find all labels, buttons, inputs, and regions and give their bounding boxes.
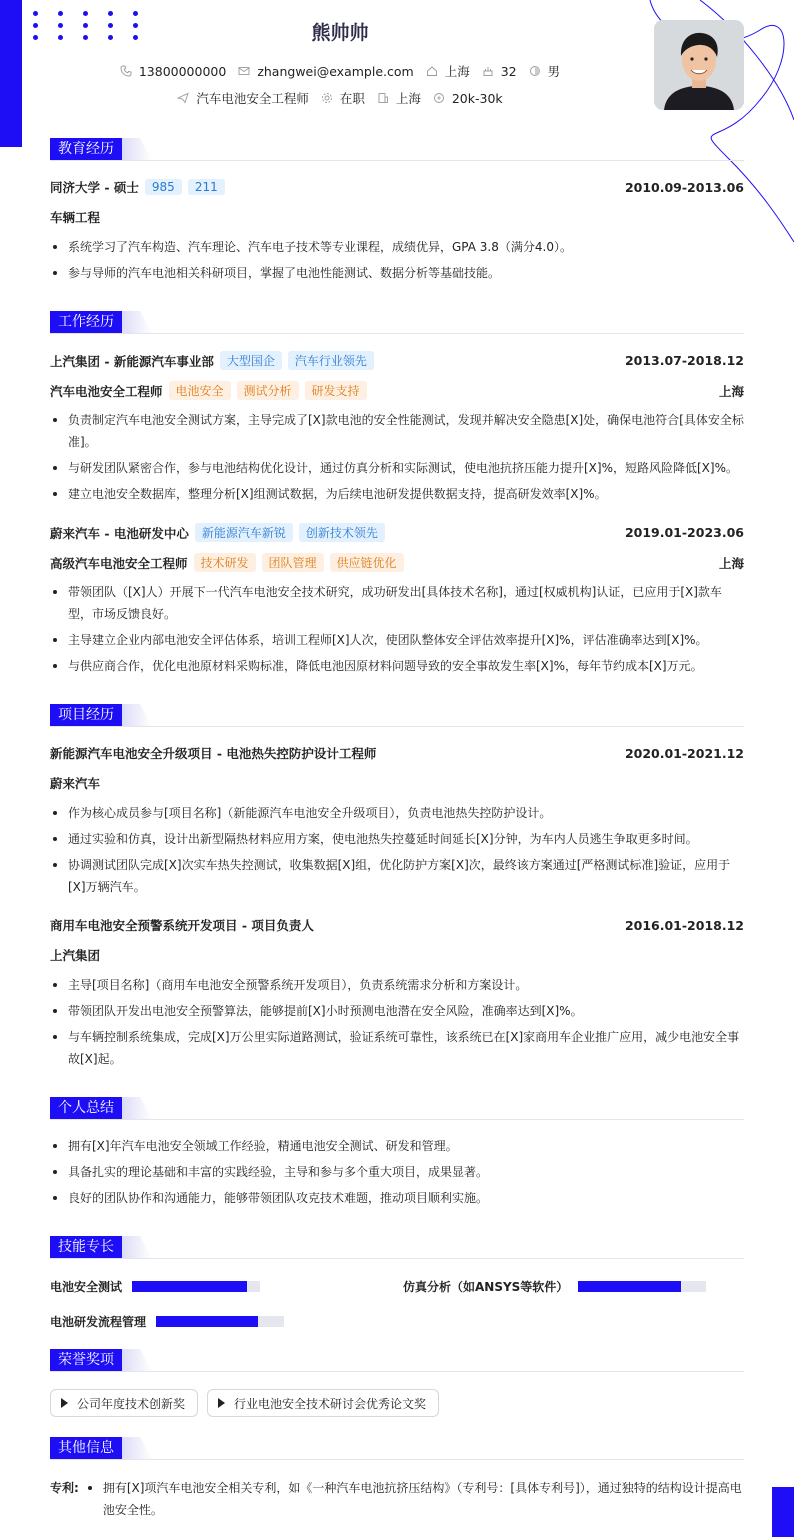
status-text: 在职 <box>339 91 365 106</box>
job-tag: 团队管理 <box>262 553 324 572</box>
skill-name: 电池研发流程管理 <box>50 1315 147 1329</box>
list-item: 作为核心成员参与[项目名称]（新能源汽车电池安全升级项目），负责电池热失控防护设计。 <box>50 802 744 824</box>
list-item: 负责制定汽车电池安全测试方案，主导完成了[X]款电池的安全性能测试，发现并解决安全隐患[X]处，确保电池符合[具体安全标准]。 <box>50 409 744 453</box>
project-org-row <box>50 774 744 792</box>
play-triangle-icon <box>218 1398 225 1408</box>
title-tail-decoration <box>122 1437 152 1459</box>
status-item <box>321 89 365 107</box>
list-item: 通过实验和仿真，设计出新型隔热材料应用方案，使电池热失控蔓延时间延长[X]分钟，为车内人员逃生争取更多时间。 <box>50 828 744 850</box>
project-org: 上汽集团 <box>50 948 101 963</box>
other-title: 其他信息 <box>50 1437 122 1459</box>
patent-row <box>50 1477 744 1525</box>
age-item <box>482 64 517 79</box>
work-section <box>50 311 744 334</box>
other-section <box>50 1437 744 1460</box>
phone-icon <box>120 65 132 77</box>
project-name: 商用车电池安全预警系统开发项目 - 项目负责人 <box>50 918 314 933</box>
skill-item <box>50 1313 284 1330</box>
list-item: 协调测试团队完成[X]次实车热失控测试，收集数据[X]组，优化防护方案[X]次，最终该方案通过[严格测试标准]验证，应用于[X]万辆汽车。 <box>50 854 744 898</box>
job-title: 汽车电池安全工程师 <box>50 383 163 399</box>
school-name: 同济大学 - 硕士 <box>50 180 139 195</box>
project-period: 2016.01-2018.12 <box>624 917 744 933</box>
projects-header <box>50 704 744 727</box>
contact-row <box>0 62 680 80</box>
list-item: 与车辆控制系统集成，完成[X]万公里实际道路测试，验证系统可靠性，该系统已在[X]家商用车企业推广应用，减少电池安全事故[X]起。 <box>50 1026 744 1070</box>
company-name: 上汽集团 - 新能源汽车事业部 <box>50 353 214 369</box>
award-chip <box>50 1389 198 1417</box>
salary-item <box>433 91 503 106</box>
candidate-name: 熊帅帅 <box>311 22 369 44</box>
patent-list <box>85 1477 744 1525</box>
skill-level-fill <box>132 1281 247 1292</box>
title-tail-decoration <box>122 704 152 726</box>
skill-level-fill <box>578 1281 680 1292</box>
work-title-row <box>50 381 744 400</box>
job-tag: 技术研发 <box>194 553 256 572</box>
work-period: 2019.01-2023.06 <box>624 525 744 540</box>
awards-section <box>50 1349 744 1372</box>
list-item: 良好的团队协作和沟通能力，能够带领团队攻克技术难题，推动项目顺利实施。 <box>50 1187 744 1209</box>
awards-header <box>50 1349 744 1372</box>
company-tag: 创新技术领先 <box>299 523 385 542</box>
title-tail-decoration <box>122 1097 152 1119</box>
salary-text: 20k-30k <box>451 90 503 106</box>
project-period: 2020.01-2021.12 <box>624 745 744 761</box>
mail-icon <box>238 65 250 77</box>
skill-name: 仿真分析（如ANSYS等软件） <box>403 1280 569 1294</box>
money-icon <box>433 92 445 104</box>
education-bullets <box>50 236 744 288</box>
work-title: 工作经历 <box>50 311 122 333</box>
position-item <box>177 89 309 107</box>
title-tail-decoration <box>122 311 152 333</box>
title-tail-decoration <box>122 1349 152 1371</box>
project-name-row <box>50 916 744 934</box>
project-bullets <box>50 802 744 902</box>
work-city-text: 上海 <box>395 91 421 106</box>
home-icon <box>426 65 438 77</box>
title-tail-decoration <box>122 1236 152 1258</box>
phone-item <box>120 64 226 79</box>
education-section <box>50 138 744 161</box>
list-item: 建立电池安全数据库，整理分析[X]组测试数据，为后续电池研发提供数据支持，提高研发效率[X]%。 <box>50 483 744 505</box>
awards-title: 荣誉奖项 <box>50 1349 122 1371</box>
company-tag: 新能源汽车新锐 <box>195 523 293 542</box>
job-location: 上海 <box>718 383 744 399</box>
list-item: 主导[项目名称]（商用车电池安全预警系统开发项目），负责系统需求分析和方案设计。 <box>50 974 744 996</box>
list-item: 具备扎实的理论基础和丰富的实践经验，主导和参与多个重大项目，成果显著。 <box>50 1161 744 1183</box>
settings-icon <box>321 92 333 104</box>
summary-bullets <box>50 1135 744 1213</box>
patent-label: 专利: <box>50 1481 79 1495</box>
education-major-row <box>50 208 744 226</box>
work-city-item <box>377 89 421 107</box>
building-icon <box>377 92 389 104</box>
list-item: 带领团队开发出电池安全预警算法，能够提前[X]小时预测电池潜在安全风险，准确率达到[X]%。 <box>50 1000 744 1022</box>
award-chip <box>207 1389 439 1417</box>
send-icon <box>177 92 189 104</box>
skill-level-bar <box>132 1281 260 1292</box>
summary-section <box>50 1097 744 1120</box>
phone-text: 13800000000 <box>138 63 227 79</box>
job-tag: 供应链优化 <box>330 553 404 572</box>
education-header <box>50 138 744 161</box>
award-name: 公司年度技术创新奖 <box>77 1396 186 1411</box>
city-text: 上海 <box>444 64 470 79</box>
skill-level-bar <box>578 1281 706 1292</box>
skill-item <box>50 1278 260 1295</box>
corner-accent-block <box>772 1487 794 1537</box>
gender-text: 男 <box>547 64 561 79</box>
other-header <box>50 1437 744 1460</box>
list-item: 参与导师的汽车电池相关科研项目，掌握了电池性能测试、数据分析等基础技能。 <box>50 262 744 284</box>
list-item: 与供应商合作，优化电池原材料采购标准，降低电池因原材料问题导致的安全事故发生率[X]%，每年节约成本[X]万元。 <box>50 655 744 677</box>
project-name: 新能源汽车电池安全升级项目 - 电池热失控防护设计工程师 <box>50 746 377 761</box>
work-bullets <box>50 409 744 509</box>
job-location: 上海 <box>718 555 744 571</box>
skill-item <box>403 1278 706 1295</box>
projects-title: 项目经历 <box>50 704 122 726</box>
work-bullets <box>50 581 744 681</box>
position-text: 汽车电池安全工程师 <box>196 91 309 106</box>
project-bullets <box>50 974 744 1074</box>
city-item <box>426 62 470 80</box>
project-name-row <box>50 744 744 762</box>
company-tag: 大型国企 <box>220 351 282 370</box>
work-company-row <box>50 351 744 370</box>
summary-header <box>50 1097 744 1120</box>
company-tag: 汽车行业领先 <box>288 351 374 370</box>
skill-level-fill <box>156 1316 258 1327</box>
work-title-row <box>50 553 744 572</box>
gender-item <box>529 62 561 80</box>
list-item: 系统学习了汽车构造、汽车理论、汽车电子技术等专业课程，成绩优异，GPA 3.8（满分4.0）。 <box>50 236 744 258</box>
education-school-row <box>50 178 744 196</box>
skills-title: 技能专长 <box>50 1236 122 1258</box>
skill-level-bar <box>156 1316 284 1327</box>
list-item: 与研发团队紧密合作，参与电池结构优化设计，通过仿真分析和实际测试，使电池抗挤压能力提升[X]%，短路风险降低[X]%。 <box>50 457 744 479</box>
job-row <box>0 89 680 107</box>
projects-section <box>50 704 744 727</box>
skills-section <box>50 1236 744 1259</box>
work-period: 2013.07-2018.12 <box>624 353 744 368</box>
list-item: 拥有[X]年汽车电池安全领域工作经验，精通电池安全测试、研发和管理。 <box>50 1135 744 1157</box>
email-item <box>238 64 413 79</box>
school-tag: 985 <box>145 179 182 195</box>
work-company-row <box>50 523 744 542</box>
list-item: 拥有[X]项汽车电池安全相关专利，如《一种汽车电池抗挤压结构》（专利号：[具体专利号]），通过独特的结构设计提高电池安全性。 <box>85 1477 744 1521</box>
work-header <box>50 311 744 334</box>
job-title: 高级汽车电池安全工程师 <box>50 555 188 571</box>
skill-name: 电池安全测试 <box>50 1280 123 1294</box>
project-org-row <box>50 946 744 964</box>
job-tag: 测试分析 <box>237 381 299 400</box>
age-text: 32 <box>500 63 517 79</box>
gender-icon <box>529 65 541 77</box>
skills-header <box>50 1236 744 1259</box>
education-title: 教育经历 <box>50 138 122 160</box>
education-period: 2010.09-2013.06 <box>624 179 744 195</box>
job-tag: 电池安全 <box>169 381 231 400</box>
play-triangle-icon <box>61 1398 68 1408</box>
list-item: 主导建立企业内部电池安全评估体系，培训工程师[X]人次，使团队整体安全评估效率提升[X]%，评估准确率达到[X]%。 <box>50 629 744 651</box>
list-item: 带领团队（[X]人）开展下一代汽车电池安全技术研究，成功研发出[具体技术名称]，通过[权威机构]认证，已应用于[X]款车型，市场反馈良好。 <box>50 581 744 625</box>
summary-title: 个人总结 <box>50 1097 122 1119</box>
project-org: 蔚来汽车 <box>50 776 101 791</box>
major-name: 车辆工程 <box>50 210 101 225</box>
school-tag: 211 <box>188 179 225 195</box>
email-text: zhangwei@example.com <box>257 63 414 79</box>
company-name: 蔚来汽车 - 电池研发中心 <box>50 525 189 541</box>
award-name: 行业电池安全技术研讨会优秀论文奖 <box>234 1396 427 1411</box>
cake-icon <box>482 65 494 77</box>
title-tail-decoration <box>122 138 152 160</box>
profile-photo <box>654 20 744 110</box>
job-tag: 研发支持 <box>305 381 367 400</box>
